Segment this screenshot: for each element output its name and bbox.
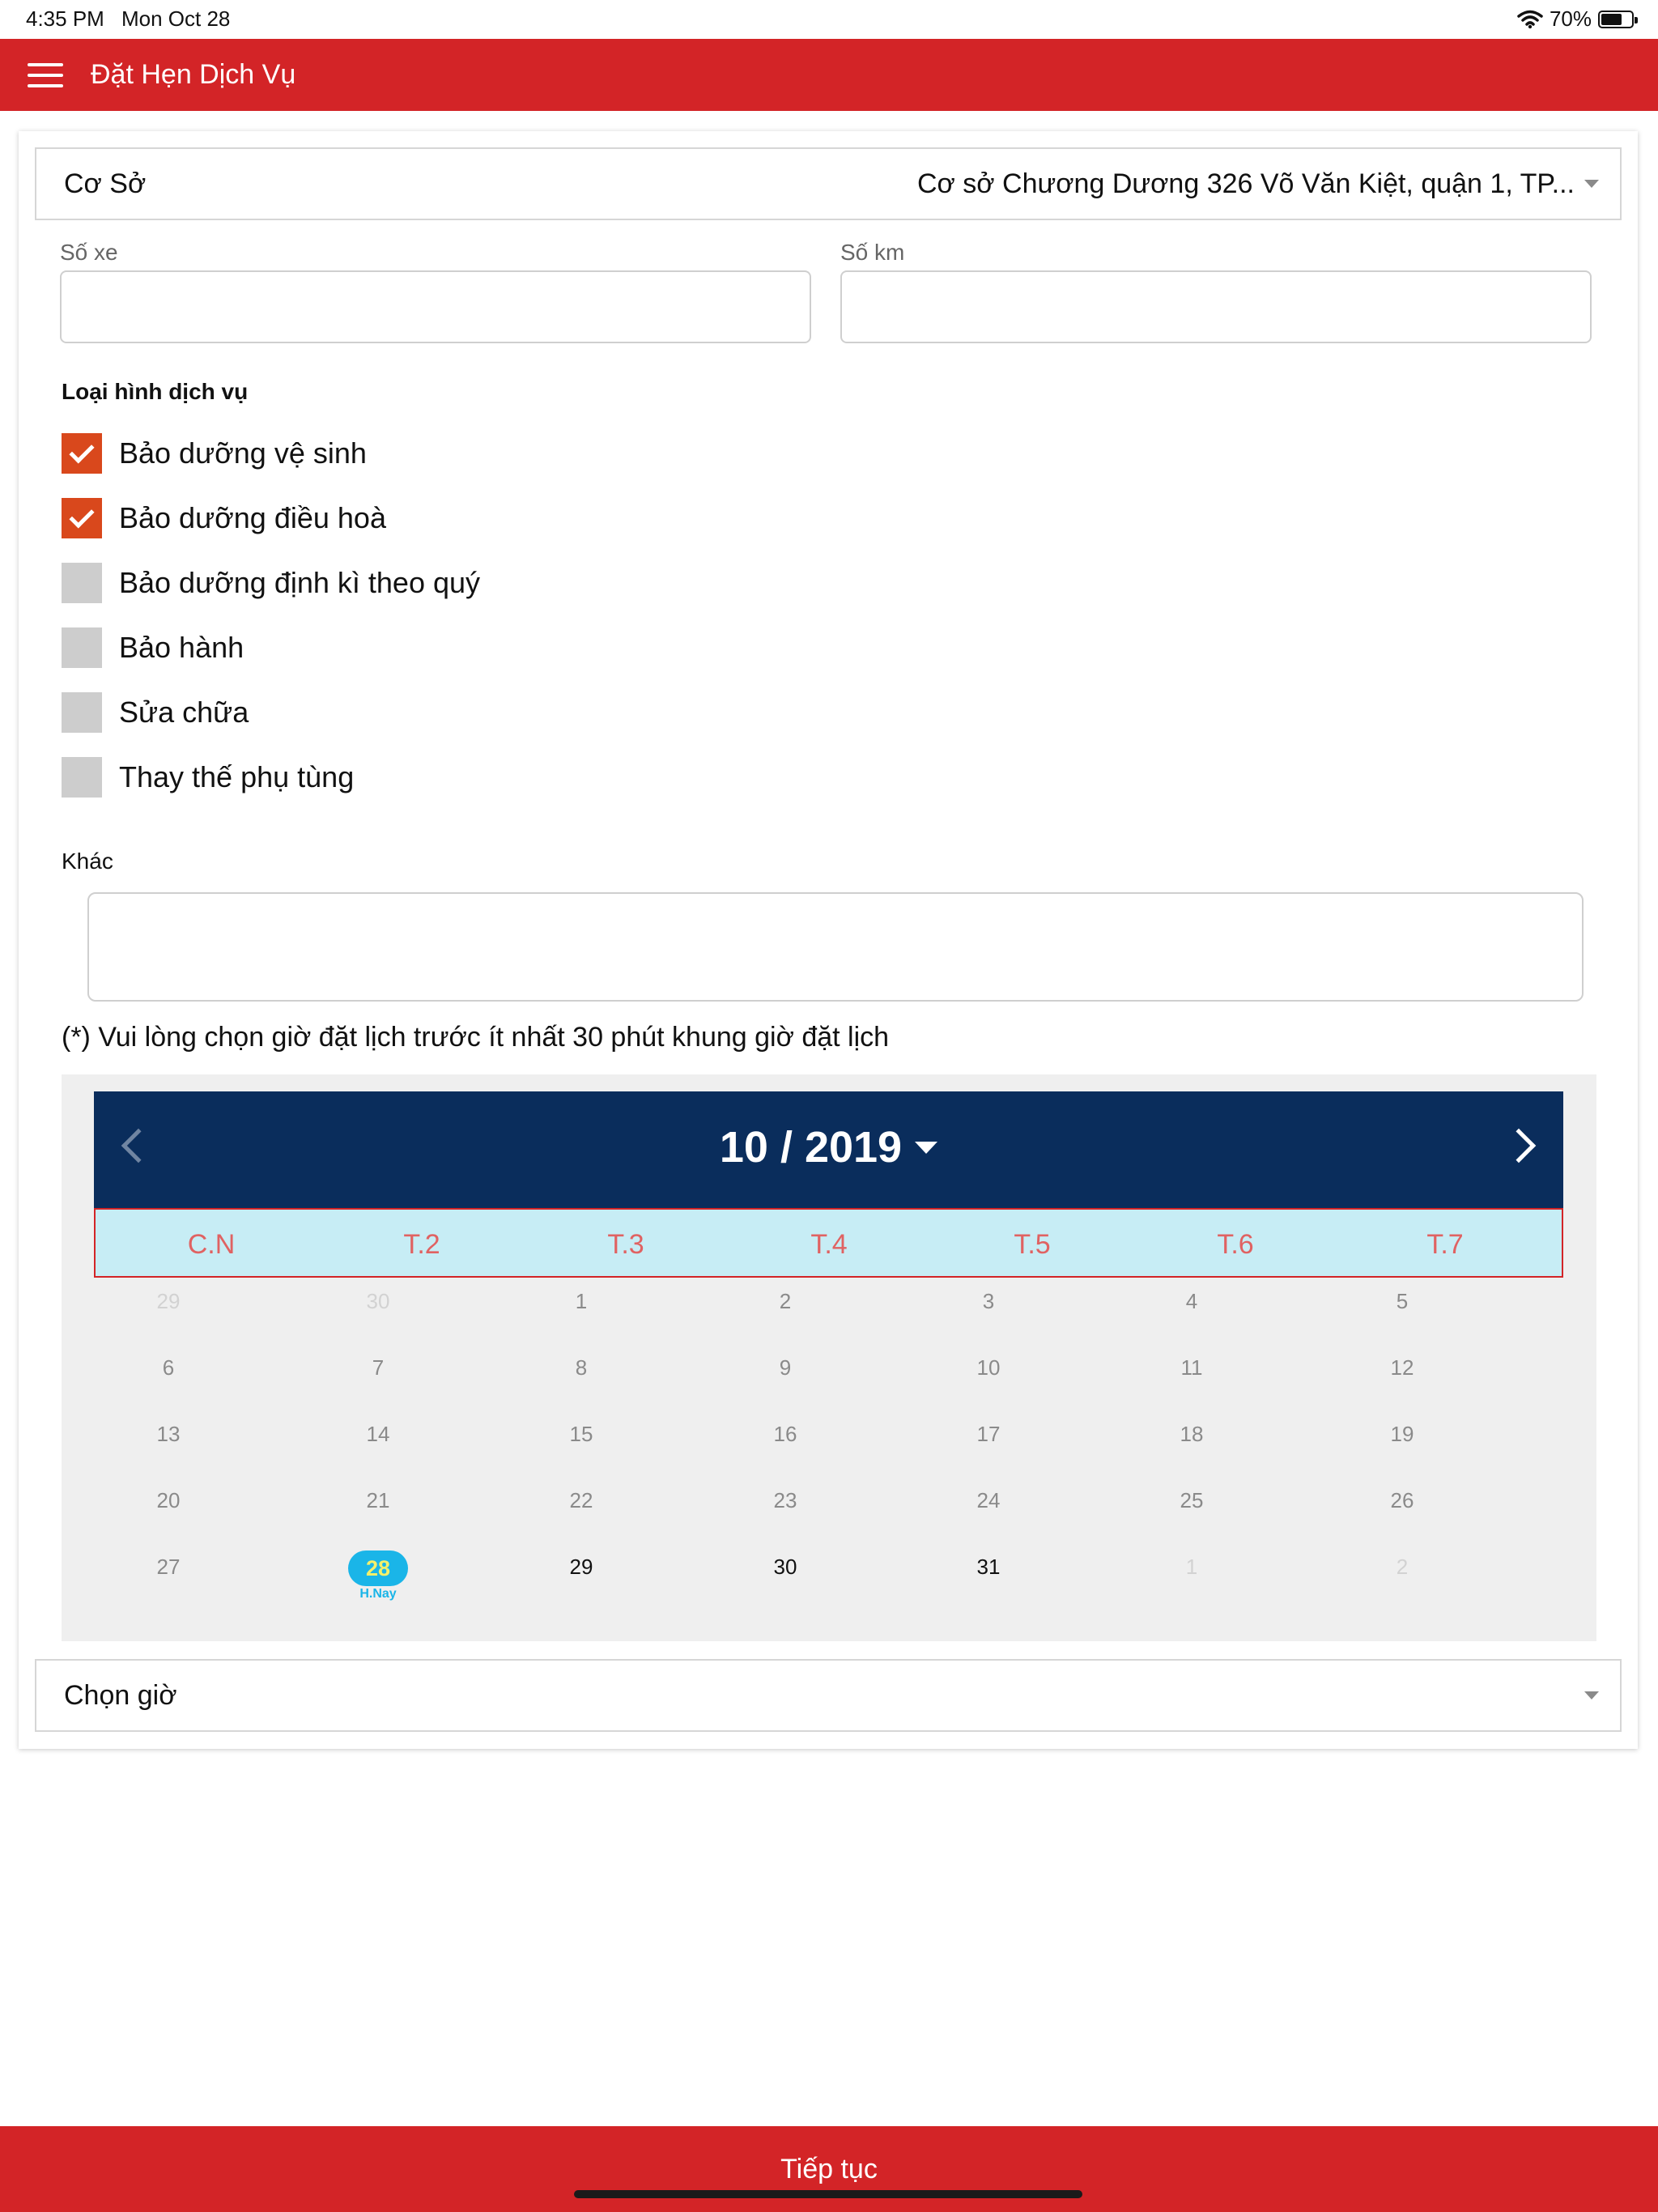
calendar-day[interactable]: 22 <box>569 1488 593 1512</box>
chevron-down-icon <box>1584 1691 1599 1699</box>
calendar-day[interactable]: 31 <box>976 1555 1001 1579</box>
km-label: Số km <box>840 240 905 265</box>
calendar-day[interactable]: 19 <box>1390 1422 1414 1446</box>
calendar-day[interactable]: 5 <box>1396 1289 1409 1313</box>
checkbox-unchecked[interactable] <box>62 692 102 733</box>
other-input[interactable] <box>87 892 1584 1002</box>
calendar-day[interactable]: 16 <box>773 1422 797 1446</box>
status-bar <box>0 0 1658 39</box>
service-option[interactable] <box>62 757 354 798</box>
page-title: Đặt Hẹn Dịch Vụ <box>91 59 296 90</box>
service-option[interactable] <box>62 498 386 538</box>
check-icon <box>69 438 94 463</box>
battery-percent: 70% <box>1549 6 1592 31</box>
app-bar <box>0 39 1658 111</box>
calendar-day[interactable]: 11 <box>1180 1355 1203 1380</box>
calendar-day[interactable]: 9 <box>779 1355 792 1380</box>
branch-select[interactable] <box>35 147 1622 220</box>
calendar-day[interactable]: 10 <box>976 1355 1001 1380</box>
service-option-label: Bảo dưỡng định kì theo quý <box>119 566 481 599</box>
service-option[interactable] <box>62 627 244 668</box>
weekday-label: T.4 <box>810 1229 848 1260</box>
service-option-label: Sửa chữa <box>119 696 249 729</box>
calendar-day[interactable]: 30 <box>773 1555 797 1579</box>
calendar-day[interactable]: 1 <box>575 1289 588 1313</box>
status-right <box>1517 6 1634 32</box>
chevron-down-icon <box>1584 180 1599 188</box>
calendar-day[interactable]: 6 <box>162 1355 175 1380</box>
calendar-day[interactable]: 14 <box>366 1422 390 1446</box>
weekday-label: C.N <box>187 1229 236 1260</box>
hamburger-menu-icon[interactable] <box>28 63 63 87</box>
service-option[interactable] <box>62 692 249 733</box>
home-indicator <box>574 2190 1082 2198</box>
checkbox-checked[interactable] <box>62 433 102 474</box>
calendar-day[interactable]: 24 <box>976 1488 1001 1512</box>
calendar-day[interactable]: 20 <box>156 1488 181 1512</box>
status-date: Mon Oct 28 <box>121 6 231 31</box>
checkbox-unchecked[interactable] <box>62 627 102 668</box>
branch-label: Cơ Sở <box>64 168 147 199</box>
calendar-day[interactable]: 17 <box>976 1422 1001 1446</box>
status-time: 4:35 PM <box>26 6 104 31</box>
calendar-day[interactable]: 29 <box>156 1289 181 1313</box>
km-input[interactable] <box>840 270 1592 343</box>
calendar-day[interactable]: 4 <box>1185 1289 1198 1313</box>
checkbox-checked[interactable] <box>62 498 102 538</box>
plate-input[interactable] <box>60 270 811 343</box>
weekday-label: T.5 <box>1014 1229 1051 1260</box>
month-selector[interactable] <box>94 1122 1563 1172</box>
calendar-day[interactable]: 3 <box>982 1289 995 1313</box>
calendar-day[interactable]: 29 <box>569 1555 593 1579</box>
checkbox-unchecked[interactable] <box>62 757 102 798</box>
weekday-row <box>94 1210 1563 1278</box>
calendar-day[interactable]: 8 <box>575 1355 588 1380</box>
continue-button[interactable]: Tiếp tục <box>0 2126 1658 2212</box>
plate-label: Số xe <box>60 240 118 265</box>
calendar-day[interactable]: 2 <box>779 1289 792 1313</box>
weekday-label: T.3 <box>607 1229 644 1260</box>
calendar-day[interactable]: 26 <box>1390 1488 1414 1512</box>
service-option-label: Bảo dưỡng vệ sinh <box>119 436 367 470</box>
branch-value: Cơ sở Chương Dương 326 Võ Văn Kiệt, quận 1, TP... <box>917 168 1575 199</box>
booking-form-card <box>19 131 1638 1749</box>
calendar-day[interactable]: 18 <box>1180 1422 1204 1446</box>
calendar-day[interactable]: 21 <box>366 1488 390 1512</box>
other-label: Khác <box>62 849 113 874</box>
calendar-day[interactable]: 12 <box>1390 1355 1414 1380</box>
service-option[interactable] <box>62 563 480 603</box>
calendar-month-title: 10 / 2019 <box>719 1123 903 1172</box>
calendar-day-today[interactable]: 28 <box>348 1551 408 1586</box>
booking-note: (*) Vui lòng chọn giờ đặt lịch trước ít nhất 30 phút khung giờ đặt lịch <box>62 1022 890 1053</box>
service-option-label: Thay thế phụ tùng <box>119 760 355 793</box>
time-select[interactable] <box>35 1659 1622 1732</box>
calendar-day[interactable]: 2 <box>1396 1555 1409 1579</box>
service-option-label: Bảo hành <box>119 631 244 664</box>
battery-icon <box>1598 11 1634 28</box>
calendar-day[interactable]: 25 <box>1180 1488 1204 1512</box>
calendar-header <box>94 1091 1563 1210</box>
time-select-placeholder: Chọn giờ <box>64 1679 177 1711</box>
calendar <box>62 1074 1596 1641</box>
check-icon <box>69 503 94 528</box>
calendar-day[interactable]: 30 <box>366 1289 390 1313</box>
checkbox-unchecked[interactable] <box>62 563 102 603</box>
calendar-day[interactable]: 15 <box>569 1422 593 1446</box>
caret-down-icon <box>915 1142 937 1154</box>
wifi-icon <box>1517 10 1543 29</box>
service-type-title: Loại hình dịch vụ <box>62 379 249 404</box>
weekday-label: T.2 <box>403 1229 440 1260</box>
calendar-day[interactable]: 1 <box>1185 1555 1198 1579</box>
service-option[interactable] <box>62 433 367 474</box>
calendar-day[interactable]: 27 <box>156 1555 181 1579</box>
weekday-label: T.7 <box>1426 1229 1464 1260</box>
today-label: H.Nay <box>359 1587 397 1601</box>
weekday-label: T.6 <box>1217 1229 1254 1260</box>
calendar-day[interactable]: 13 <box>156 1422 181 1446</box>
calendar-day[interactable]: 23 <box>773 1488 797 1512</box>
service-option-label: Bảo dưỡng điều hoà <box>119 501 386 534</box>
calendar-day[interactable]: 7 <box>372 1355 385 1380</box>
